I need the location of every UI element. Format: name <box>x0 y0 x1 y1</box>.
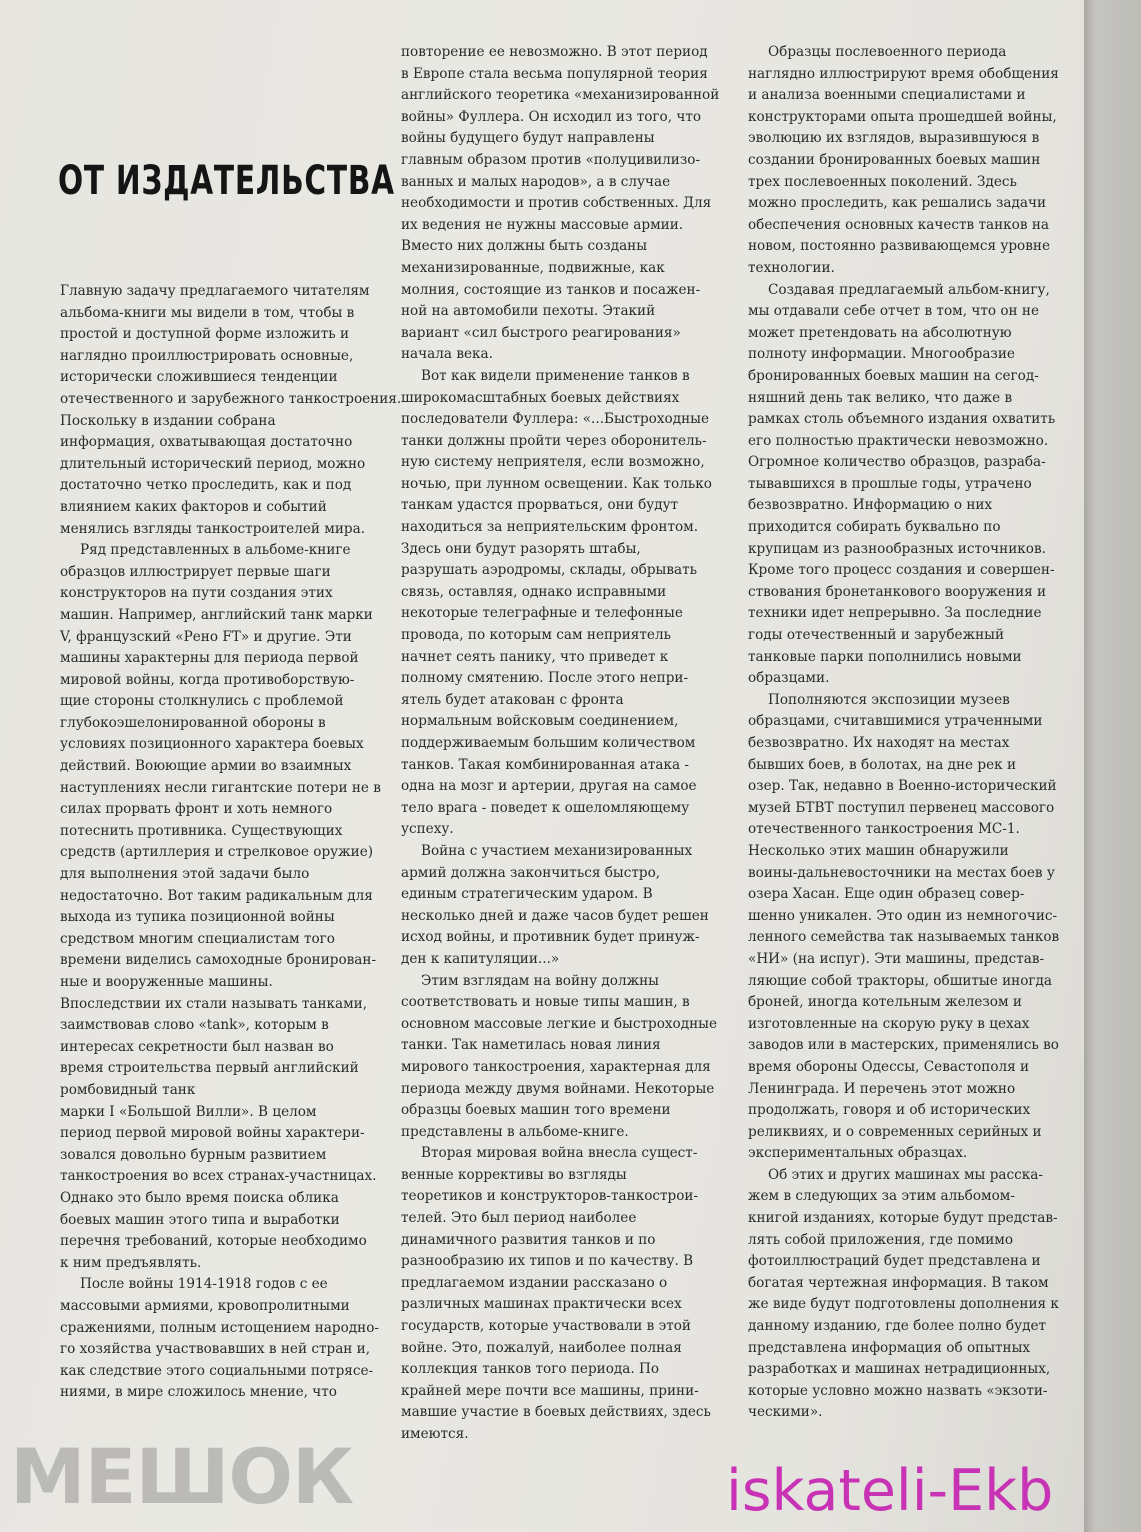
text-line: условиях позиционного характера боевых <box>60 736 364 753</box>
text-line: войне. Это, пожалуй, наиболее полная <box>401 1339 682 1356</box>
text-line: же виде будут подготовлены дополнения к <box>748 1296 1059 1313</box>
text-line: Вместо них должны быть созданы <box>401 238 648 255</box>
text-line: Ряд представленных в альбоме-книге <box>80 542 351 559</box>
text-line: английского теоретика «механизированной <box>401 87 720 104</box>
text-line: главным образом против «полуцивилизо- <box>401 151 701 168</box>
text-line: образцами, считавшимися утраченными <box>748 713 1043 730</box>
text-line: танки должны пройти через оборонитель- <box>401 432 707 449</box>
text-line: заводов или в мастерских, применялись во <box>748 1037 1059 1054</box>
text-line: соответствовать и новые типы машин, в <box>401 994 690 1011</box>
text-line: последователи Фуллера: «...Быстроходные <box>401 411 709 428</box>
text-line: широкомасштабных боевых действиях <box>401 389 680 406</box>
text-line: можно проследить, как решались задачи <box>748 195 1047 212</box>
text-line: машин. Например, английский танк марки <box>60 606 373 623</box>
text-line: которые условно можно назвать «экзоти- <box>748 1382 1048 1399</box>
text-line: разнообразию их типов и по качеству. В <box>401 1253 694 1270</box>
text-line: Несколько этих машин обнаружили <box>748 842 1009 859</box>
text-line: ниями, в мире сложилось мнение, что <box>60 1384 337 1401</box>
text-line: экспериментальных образцах. <box>748 1145 968 1162</box>
text-line: танки. Так наметилась новая линия <box>401 1037 661 1054</box>
text-line: ную систему неприятеля, если возможно, <box>401 454 705 471</box>
text-line: времени виделись самоходные бронирован- <box>60 952 377 969</box>
text-line: мировой войны, когда противоборствую- <box>60 671 355 688</box>
text-line: разработках и машинах нетрадиционных, <box>748 1361 1051 1378</box>
text-line: отечественного танкостроения МС-1. <box>748 821 1020 838</box>
text-line: исход войны, и противник будет принуж- <box>401 929 700 946</box>
text-line: массовыми армиями, кровопролитными <box>60 1297 350 1314</box>
text-line: Образцы послевоенного периода <box>768 44 1007 60</box>
text-line: ромбовидный танк <box>60 1081 196 1098</box>
text-line: создании бронированных боевых машин <box>748 151 1041 168</box>
text-column-3 <box>748 42 1068 1424</box>
text-line: ствования бронетанкового вооружения и <box>748 583 1047 600</box>
text-line: армий должна закончиться быстро, <box>401 864 661 881</box>
text-line: государств, которые участвовали в этой <box>401 1318 691 1335</box>
text-line: танкостроения во всех странах-участницах. <box>60 1168 377 1185</box>
text-line: реликвиях, и о современных серийных и <box>748 1123 1042 1140</box>
text-line: вариант «сил быстрого реагирования» <box>401 324 681 341</box>
text-line: После войны 1914-1918 годов с ее <box>80 1276 328 1293</box>
text-line: единым стратегическим ударом. В <box>401 886 653 903</box>
text-line: тело врага - поведет к ошеломляющему <box>401 799 690 816</box>
text-line: Вот как видели применение танков в <box>421 367 690 384</box>
text-line: Кроме того процесс создания и совершен- <box>748 562 1055 579</box>
text-line: боевых машин этого типа и выработки <box>60 1211 340 1228</box>
text-line: влиянием каких факторов и событий <box>60 498 327 515</box>
text-line: Этим взглядам на войну должны <box>421 972 659 989</box>
text-line: повторение ее невозможно. В этот период <box>401 44 708 60</box>
text-line: динамичного развития танков и по <box>401 1231 656 1248</box>
text-line: представлена информация об опытных <box>748 1339 1031 1356</box>
watermark-left-text: МЕШОК <box>10 1432 354 1521</box>
text-line: его полностью практически невозможно. <box>748 432 1049 449</box>
text-line: время строительства первый английский <box>60 1060 359 1077</box>
text-line: заимствовав слово «tank», которым в <box>60 1017 329 1034</box>
text-line: Создавая предлагаемый альбом-книгу, <box>768 281 1050 298</box>
text-line: богатая чертежная информация. В таком <box>748 1274 1049 1291</box>
text-line: основном массовые легкие и быстроходные <box>401 1015 718 1032</box>
text-line: теоретиков и конструкторов-танкострои- <box>401 1188 699 1205</box>
page-edge-shadow <box>1084 0 1141 1532</box>
text-line: озер. Так, недавно в Военно-исторический <box>748 778 1057 795</box>
text-line: безвозвратно. Информацию о них <box>748 497 993 514</box>
text-line: данному изданию, где более полно будет <box>748 1318 1047 1335</box>
text-line: поддерживаемым большим количеством <box>401 735 696 751</box>
text-line: полноту информации. Многообразие <box>748 346 1015 363</box>
text-line: интересах секретности был назван во <box>60 1038 334 1055</box>
text-line: коллекция танков того периода. По <box>401 1361 660 1378</box>
text-line: тывавшихся в прошлые годы, утрачено <box>748 475 1032 492</box>
text-line: танковые парки пополнились новыми <box>748 648 1022 665</box>
text-line: Однако это было время поиска облика <box>60 1189 339 1206</box>
text-line: войны будущего будут направлены <box>401 130 655 147</box>
text-line: потеснить противника. Существующих <box>60 822 343 839</box>
text-line: простой и доступной форме изложить и <box>60 326 350 343</box>
text-line: ной на автомобили пехоты. Этакий <box>401 303 656 320</box>
text-line: марки I «Большой Вилли». В целом <box>60 1103 317 1120</box>
text-line: венные коррективы во взгляды <box>401 1166 627 1183</box>
text-line: рамках столь объемного издания охватить <box>748 411 1056 428</box>
text-line: новом, постоянно развивающемся уровне <box>748 238 1050 255</box>
text-line: ночью, при лунном освещении. Как только <box>401 475 712 492</box>
text-line: разрушать аэродромы, склады, обрывать <box>401 562 698 579</box>
text-line: ден к капитуляции...» <box>401 950 560 967</box>
text-line: достаточно четко проследить, как и под <box>60 477 352 494</box>
text-line: наглядно иллюстрируют время обобщения <box>748 65 1059 82</box>
text-line: озера Хасан. Еще один образец совер- <box>748 886 1025 903</box>
text-line: успеху. <box>401 821 454 838</box>
text-line: Пополняются экспозиции музеев <box>768 691 1010 708</box>
text-line: Вторая мировая война внесла сущест- <box>421 1145 698 1162</box>
text-line: может претендовать на абсолютную <box>748 324 1012 341</box>
text-line: длительный исторический период, можно <box>60 455 366 472</box>
text-line: зовался довольно бурным развитием <box>60 1146 327 1163</box>
text-line: альбома-книги мы видели в том, чтобы в <box>60 304 355 321</box>
text-line: периода между двумя войнами. Некоторые <box>401 1080 715 1097</box>
text-line: действий. Воюющие армии во взаимных <box>60 758 352 775</box>
text-line: бронированных боевых машин на сегод- <box>748 367 1039 384</box>
text-line: танкам удастся прорваться, они будут <box>401 497 679 514</box>
text-line: предлагаемом издании рассказано о <box>401 1274 668 1291</box>
text-line: го хозяйства участвовавших в ней стран и, <box>60 1341 371 1358</box>
text-line: ванных и малых народов», а в случае <box>401 173 671 190</box>
text-line: безвозвратно. Их находят на местах <box>748 735 1010 751</box>
text-line: конструкторами опыта прошедшей войны, <box>748 108 1057 125</box>
text-line: провода, по которым сам неприятель <box>401 627 671 644</box>
text-line: Впоследствии их стали называть танками, <box>60 995 368 1012</box>
text-line: время обороны Одессы, Севастополя и <box>748 1058 1030 1075</box>
text-line: сражениями, полным истощением народно- <box>60 1319 379 1336</box>
text-line: Главную задачу предлагаемого читателям <box>60 283 370 299</box>
text-line: необходимости и против собственных. Для <box>401 195 712 212</box>
text-line: наступлениях несли гигантские потери не в <box>60 779 381 796</box>
text-line: ленного семейства так называемых танков <box>748 929 1060 946</box>
text-line: к ним предъявлять. <box>60 1254 202 1271</box>
text-line: средством многим специалистам того <box>60 930 335 947</box>
text-line: Об этих и других машинах мы расска- <box>768 1166 1043 1183</box>
text-line: мы отдавали себе отчет в том, что он не <box>748 303 1040 320</box>
text-line: изготовленные на скорую руку в цехах <box>748 1015 1030 1032</box>
text-line: образцов иллюстрирует первые шаги <box>60 563 331 580</box>
text-line: начала века. <box>401 346 493 363</box>
text-line: эволюцию их взглядов, выразившуюся в <box>748 130 1040 147</box>
text-line: ляющие собой тракторы, обшитые иногда <box>748 972 1053 989</box>
text-line: мирового танкостроения, характерная для <box>401 1058 711 1075</box>
text-line: годы отечественный и зарубежный <box>748 627 1005 644</box>
text-line: книгой изданиях, которые будут представ- <box>748 1210 1058 1227</box>
text-line: Ленинграда. И перечень этот можно <box>748 1080 1016 1097</box>
text-line: одна на мозг и артерии, другая на самое <box>401 778 697 795</box>
text-line: информация, охватывающая достаточно <box>60 434 353 451</box>
text-line: «НИ» (на испуг). Эти машины, представ- <box>748 950 1045 967</box>
text-column-2 <box>401 42 721 1446</box>
text-line: щие стороны столкнулись с проблемой <box>60 693 344 710</box>
text-line: телей. Это был период наиболее <box>401 1210 637 1227</box>
text-line: для выполнения этой задачи было <box>60 866 310 883</box>
text-line: ные и вооруженные машины. <box>60 974 273 990</box>
text-line: обеспечения основных качеств танков на <box>748 216 1049 233</box>
text-line: машины характерны для периода первой <box>60 650 359 667</box>
text-line: образцы боевых машин того времени <box>401 1102 671 1119</box>
text-line: в Европе стала весьма популярной теория <box>401 65 708 82</box>
text-line: глубокоэшелонированной обороны в <box>60 714 326 731</box>
text-line: бывших боев, в болотах, на дне рек и <box>748 756 1017 773</box>
watermark-logo-left <box>10 1432 353 1521</box>
text-line: находиться за неприятельским фронтом. <box>401 519 699 536</box>
watermark-text-right: iskateli-Ekb <box>726 1458 1054 1524</box>
text-line: выхода из тупика позиционной войны <box>60 909 335 926</box>
text-line: период первой мировой войны характери- <box>60 1125 365 1142</box>
text-line: образцами. <box>748 670 830 687</box>
text-line: крупицам из разнообразных источников. <box>748 540 1046 557</box>
text-line: представлены в альбоме-книге. <box>401 1123 629 1140</box>
text-line: ятель будет атакован с фронта <box>401 691 624 708</box>
text-line: продолжать, говоря и об исторических <box>748 1102 1031 1119</box>
text-line: мавшие участие в боевых действиях, здесь <box>401 1404 711 1421</box>
text-line: различных машинах практически всех <box>401 1296 682 1313</box>
text-line: связь, оставляя, однако исправными <box>401 583 667 600</box>
text-line: имеются. <box>401 1426 469 1442</box>
text-line: недостаточно. Вот таким радикальным для <box>60 887 373 904</box>
text-line: начнет сеять панику, что приведет к <box>401 648 669 665</box>
page-heading: ОТ ИЗДАТЕЛЬСТВА <box>58 158 395 204</box>
text-line: полному смятению. После этого непри- <box>401 670 689 687</box>
text-line: Поскольку в издании собрана <box>60 412 276 429</box>
text-line: отечественного и зарубежного танкостроения. <box>60 390 402 407</box>
text-line: лять собой приложения, где помимо <box>748 1231 1014 1248</box>
text-line: наглядно проиллюстрировать основные, <box>60 347 354 364</box>
text-line: музей БТВТ поступил первенец массового <box>748 799 1055 816</box>
text-line: шенно уникален. Это один из немногочис- <box>748 907 1058 924</box>
text-line: и анализа военными специалистами и <box>748 87 1026 104</box>
text-line: Война с участием механизированных <box>421 842 693 859</box>
text-line: некоторые телеграфные и телефонные <box>401 605 683 622</box>
text-line: техники идет непрерывно. За последние <box>748 605 1042 622</box>
text-line: молния, состоящие из танков и посажен- <box>401 281 701 298</box>
text-line: несколько дней и даже часов будет решен <box>401 907 709 924</box>
text-line: V, французский «Рено FT» и другие. Эти <box>60 628 352 645</box>
text-line: жем в следующих за этим альбомом- <box>748 1188 1015 1205</box>
text-line: трех послевоенных поколений. Здесь <box>748 173 1017 190</box>
text-line: няшний день так велико, что даже в <box>748 389 1013 406</box>
text-line: перечня требований, которые необходимо <box>60 1233 367 1250</box>
text-line: воины-дальневосточники на местах боев у <box>748 864 1055 881</box>
text-line: исторически сложившиеся тенденции <box>60 369 338 386</box>
text-line: силах прорвать фронт и хоть немного <box>60 801 333 818</box>
text-line: войны» Фуллера. Он исходил из того, что <box>401 108 702 125</box>
text-column-1 <box>60 281 402 1404</box>
text-line: их ведения не нужны массовые армии. <box>401 216 684 233</box>
text-line: механизированные, подвижные, как <box>401 259 665 276</box>
text-line: менялись взгляды танкостроителей мира. <box>60 520 366 537</box>
text-line: Огромное количество образцов, разраба- <box>748 454 1046 471</box>
text-line: средств (артиллерия и стрелковое оружие) <box>60 844 374 861</box>
text-line: броней, иногда котельным железом и <box>748 994 1022 1011</box>
text-line: танков. Такая комбинированная атака - <box>401 756 689 773</box>
text-line: как следствие этого социальными потрясе- <box>60 1362 374 1379</box>
text-line: крайней мере почти все машины, прини- <box>401 1382 699 1399</box>
text-line: технологии. <box>748 259 835 276</box>
text-line: приходится собирать буквально по <box>748 519 1001 536</box>
text-line: фотоиллюстраций будет представлена и <box>748 1253 1041 1270</box>
text-line: Здесь они будут разорять штабы, <box>401 540 641 557</box>
text-line: нормальным войсковым соединением, <box>401 713 679 730</box>
text-line: конструкторов на пути создания этих <box>60 585 333 602</box>
text-line: ческими». <box>748 1404 823 1421</box>
